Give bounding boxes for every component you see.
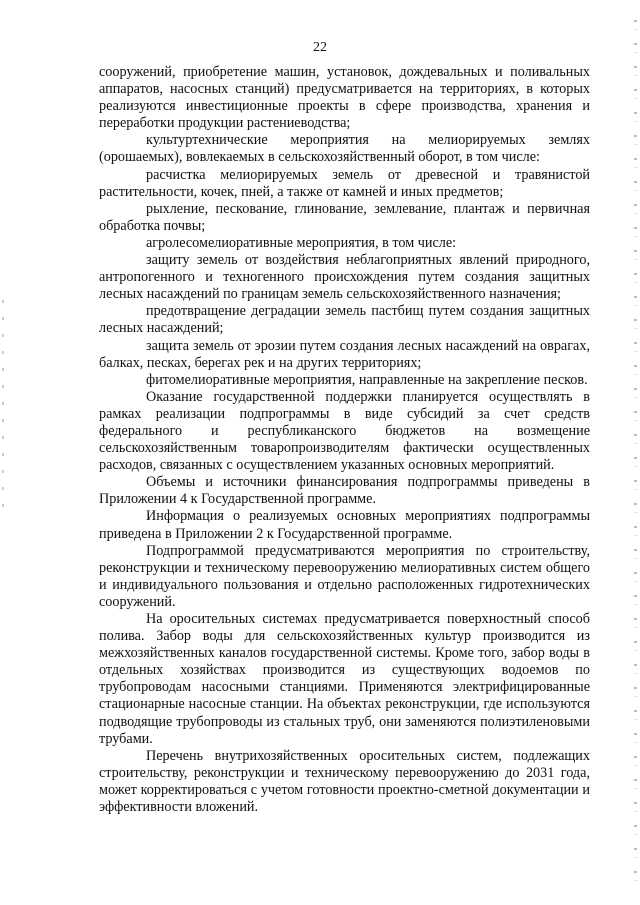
paragraph: Информация о реализуемых основных мероприятиях подпрограммы приведена в Приложении 2 к Государственной программе.: [99, 508, 590, 542]
paragraph: На оросительных системах предусматривается поверхностный способ полива. Забор воды для сельскохозяйственных культур производится из межхозяйственных каналов государственной системы. Кроме того, забор воды в отдельных хозяйствах производится из существующих водоемов по трубопроводам насосными станциями. Применяются электрифицированные стационарные насосные станции. На объектах реконструкции, где используются подводящие трубопроводы из стальных труб, они заменяются полиэтиленовыми трубами.: [99, 611, 590, 747]
paragraph: культуртехнические мероприятия на мелиорируемых землях (орошаемых), вовлекаемых в сельскохозяйственный оборот, в том числе:: [99, 132, 590, 166]
paragraph: сооружений, приобретение машин, установок, дождевальных и поливальных аппаратов, насосных станций) предусматривается на территориях, в которых реализуются инвестиционные проекты в сфере производства, хранения и переработки продукции растениеводства;: [99, 64, 590, 132]
paragraph: расчистка мелиорируемых земель от древесной и травянистой растительности, кочек, пней, а также от камней и иных предметов;: [99, 166, 590, 200]
paragraph: рыхление, пескование, глинование, землевание, плантаж и первичная обработка почвы;: [99, 200, 590, 234]
paragraph: фитомелиоративные мероприятия, направленные на закрепление песков.: [146, 371, 588, 388]
body-text: [99, 64, 590, 816]
paragraph: Перечень внутрихозяйственных оросительных систем, подлежащих строительству, реконструкции и техническому перевооружению до 2031 года, может корректироваться с учетом готовности проектно-сметной документации и эффективности вложений.: [99, 747, 590, 816]
paragraph: защита земель от эрозии путем создания лесных насаждений на оврагах, балках, песках, берегах рек и на других территориях;: [99, 337, 590, 371]
paragraph: предотвращение деградации земель пастбищ путем создания защитных лесных насаждений;: [99, 303, 590, 337]
scan-left-marks: [2, 300, 4, 520]
paragraph: агролесомелиоративные мероприятия, в том числе:: [146, 234, 457, 251]
scan-edge-marks: [634, 20, 637, 890]
paragraph: Подпрограммой предусматриваются мероприятия по строительству, реконструкции и техническому перевооружению мелиоративных систем общего и индивидуального пользования и отдельно расположенных гидротехнических сооружений.: [99, 542, 590, 610]
page-number: 22: [313, 40, 327, 55]
paragraph: Объемы и источники финансирования подпрограммы приведены в Приложении 4 к Государственной программе.: [99, 474, 590, 508]
paragraph: Оказание государственной поддержки планируется осуществлять в рамках реализации подпрограммы в виде субсидий за счет средств федерального и республиканского бюджетов на возмещение сельскохозяйственным товаропроизводителям фактически осуществленных расходов, связанных с осуществлением указанных основных мероприятий.: [99, 388, 590, 474]
paragraph: защиту земель от воздействия неблагоприятных явлений природного, антропогенного и техногенного происхождения путем создания защитных лесных насаждений по границам земель сельскохозяйственного назначения;: [99, 252, 590, 303]
